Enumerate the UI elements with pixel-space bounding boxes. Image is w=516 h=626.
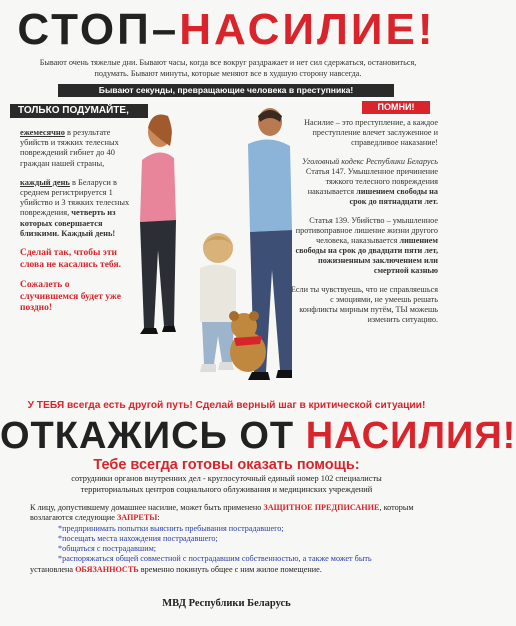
protective-order [30, 503, 430, 575]
ban-item: *общаться с пострадавшим; [58, 544, 157, 554]
code-title: Уголовный кодекс Республики Беларусь [302, 157, 438, 166]
article-147-penalty: лишением свободы на срок до пятнадцати лет. [349, 187, 438, 206]
woman-figure [140, 115, 176, 335]
regret-text: Сожалеть о случившемся будет уже поздно! [20, 280, 121, 314]
helpers-text: сотрудники органов внутренних дел - круглосуточный единый номер 102 специалисты территориальных центров социального облуживания и медицинских учреждений [71, 474, 382, 494]
daily-bold: четверть из которых совершается близкими. [20, 208, 116, 238]
change-situation: Если ты чувствуешь, что не справляешься с эмоциями, не умеешь решать конфликты мирным путём, ТЫ можешь изменить ситуацию. [290, 285, 438, 324]
daily-text: в Беларуси в среднем регистрируется 1 убийство и 3 тяжких телесных повреждения, [20, 177, 130, 218]
daily-label: каждый день [20, 177, 70, 187]
obligation-post: временно покинуть общее с ним жилое помещение. [138, 564, 322, 574]
help-heading: Тебе всегда готовы оказать помощь: [93, 457, 360, 473]
daily-stat [20, 178, 130, 239]
order-intro-text: К лицу, допустившему домашнее насилие, может быть применено [30, 503, 264, 512]
ban-item [30, 554, 430, 564]
bans-label: ЗАПРЕТЫ [116, 513, 158, 523]
law-column [290, 118, 438, 334]
footer-organization: МВД Республики Беларусь [162, 598, 291, 609]
refuse-part2: НАСИЛИЯ! [305, 415, 516, 457]
criminal-code [290, 157, 438, 207]
think-banner: ТОЛЬКО ПОДУМАЙТЕ, [10, 104, 148, 118]
family-photo [130, 100, 292, 400]
obligation-pre: установлена [30, 564, 76, 574]
poster-title [0, 4, 453, 56]
order-name: ЗАЩИТНОЕ ПРЕДПИСАНИЕ [263, 503, 380, 512]
monthly-label: ежемесячно [20, 128, 65, 137]
ban-item: *предпринимать попытки выяснить пребывания пострадавшего; [58, 523, 284, 533]
make-sure-text: Сделай так, чтобы эти слова не касались тебя. [20, 248, 121, 270]
article-147: Статья 147. Умышленное причинение тяжкого телесного повреждения наказывается [305, 167, 438, 196]
ban-item: *посещать места нахождения пострадавшего; [58, 533, 218, 543]
daily-end: Каждый день! [61, 228, 116, 238]
obligation-label: ОБЯЗАННОСТЬ [75, 564, 139, 574]
title-violence: НАСИЛИЕ! [179, 5, 436, 54]
order-intro: К лицу, допустившему домашнее насилие, может быть применено ЗАЩИТНОЕ ПРЕДПИСАНИЕ, которым возлагаются следующие ЗАПРЕТЫ: [30, 503, 414, 523]
article-139-block [290, 216, 438, 276]
order-intro-text2: , которым возлагаются следующие [30, 503, 414, 523]
monthly-text: в результате убийств и тяжких телесных повреждений гибнет до 40 граждан нашей страны, [20, 128, 119, 168]
crime-statement: Насилие – это преступление, а каждое преступление влечет заслуженное и справедливое наказание! [304, 118, 438, 147]
monthly-stat [20, 128, 130, 169]
title-stop: СТОП– [17, 5, 180, 54]
obligation-line [30, 565, 430, 575]
ban-item-text: *распоряжаться общей совместной с пострадавшим собственностью, а также может быть [58, 554, 372, 564]
refuse-heading [0, 414, 516, 458]
article-139-penalty: лишением свободы на срок до двадцати пяти лет, пожизненным заключением или смертной казнью [295, 236, 438, 275]
article-139: Статья 139. Убийство – умышленное противоправное лишение жизни другого человека, наказывается [295, 216, 438, 245]
seconds-banner: Бывают секунды, превращающие человека в преступника! [58, 84, 394, 97]
remember-badge: ПОМНИ! [362, 101, 430, 114]
refuse-part1: ОТКАЖИСЬ ОТ [0, 415, 306, 457]
choice-slogan: У ТЕБЯ всегда есть другой путь! Сделай верный шаг в критической ситуации! [27, 400, 426, 411]
statistics-column [20, 128, 130, 324]
intro-text: Бывают очень тяжелые дни. Бывают часы, когда все вокруг раздражает и нет сил сдержаться, остановиться, подумать. Бывают минуты, которые меняют все в худшую сторону навсегда. [39, 58, 417, 78]
